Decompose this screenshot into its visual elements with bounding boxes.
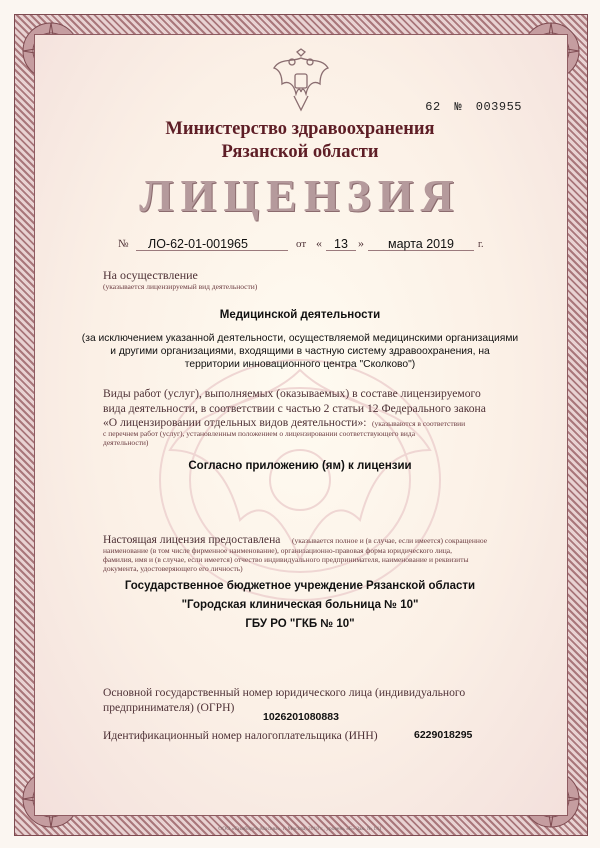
date-quote-open: « bbox=[316, 236, 322, 250]
ministry-name-line1: Министерство здравоохранения bbox=[165, 119, 435, 139]
form-serial-number bbox=[425, 100, 522, 114]
license-number: ЛО-62-01-001965 bbox=[148, 237, 248, 251]
eagle-watermark-icon bbox=[140, 330, 460, 620]
holder-full-name-line2: "Городская клиническая больница № 10" bbox=[181, 599, 419, 611]
holder-hint-line2: наименование (в том числе фирменное наименование), организационно-правовая форма юридического лица, bbox=[103, 546, 452, 555]
holder-intro: Настоящая лицензия предоставлена bbox=[103, 533, 281, 546]
holder-full-name-line1: Государственное бюджетное учреждение Рязанской области bbox=[124, 580, 476, 592]
inn-label: Идентификационный номер налогоплательщика (ИНН) bbox=[103, 729, 378, 742]
activity-intro: На осуществление bbox=[103, 268, 198, 282]
license-number-field bbox=[136, 233, 288, 251]
year-suffix: г. bbox=[478, 239, 484, 250]
date-day-field bbox=[326, 233, 356, 251]
ogrn-value: 1026201080883 bbox=[263, 711, 339, 723]
activity-exclusion-line3: территории инновационного центра "Сколково") bbox=[184, 359, 416, 370]
serial-number: 003955 bbox=[475, 100, 522, 114]
printer-imprint: ООО «Симбирск-Москва», г. Москва, 2018 г., уровень «Б» Зак. № 141 bbox=[218, 826, 382, 832]
serial-number-sign: № bbox=[454, 100, 463, 114]
activity-exclusion-line1: (за исключением указанной деятельности, осуществляемой медицинскими организациями bbox=[81, 333, 519, 344]
works-text-line1: Виды работ (услуг), выполняемых (оказываемых) в составе лицензируемого bbox=[103, 387, 481, 400]
holder-hint-line4: документа, удостоверяющего его личность) bbox=[103, 564, 243, 573]
date-prefix: от bbox=[296, 238, 307, 250]
works-text-line2: вида деятельности, в соответствии с частью 2 статьи 12 Федерального закона bbox=[103, 402, 486, 415]
serial-series: 62 bbox=[425, 100, 441, 114]
works-hint-c: деятельности) bbox=[103, 438, 149, 447]
holder-hint-line1: (указывается полное и (в случае, если имеется) сокращенное bbox=[292, 536, 488, 545]
activity-type: Медицинской деятельности bbox=[219, 309, 381, 321]
document-title: ЛИЦЕНЗИЯ bbox=[139, 170, 461, 221]
date-month-year: марта 2019 bbox=[387, 237, 455, 251]
works-hint-b: с перечнем работ (услуг), установленным положением о лицензировании соответствующего вида bbox=[103, 429, 416, 438]
coat-of-arms-icon bbox=[270, 48, 332, 114]
date-month-field bbox=[368, 233, 474, 251]
works-value: Согласно приложению (ям) к лицензии bbox=[188, 460, 412, 472]
holder-short-name: ГБУ РО "ГКБ № 10" bbox=[245, 618, 355, 630]
activity-hint: (указывается лицензируемый вид деятельности) bbox=[103, 282, 258, 291]
ministry-name-line2: Рязанской области bbox=[221, 142, 379, 162]
works-hint-a: (указываются в соответствии bbox=[372, 419, 466, 428]
inn-value: 6229018295 bbox=[414, 729, 473, 741]
date-day: 13 bbox=[334, 237, 348, 251]
ogrn-label-line2: предпринимателя) (ОГРН) bbox=[103, 701, 235, 714]
license-number-sign: № bbox=[118, 238, 129, 250]
activity-exclusion-line2: и другими организациями, входящими в частную систему здравоохранения, на bbox=[110, 346, 490, 357]
date-quote-close: » bbox=[358, 236, 364, 250]
ogrn-label-line1: Основной государственный номер юридического лица (индивидуального bbox=[103, 686, 466, 699]
holder-hint-line3: фамилия, имя и (в случае, если имеется) отчество индивидуального предпринимателя, наименование и реквизиты bbox=[103, 555, 469, 564]
works-text-line3: «О лицензировании отдельных видов деятельности»: bbox=[103, 416, 367, 429]
